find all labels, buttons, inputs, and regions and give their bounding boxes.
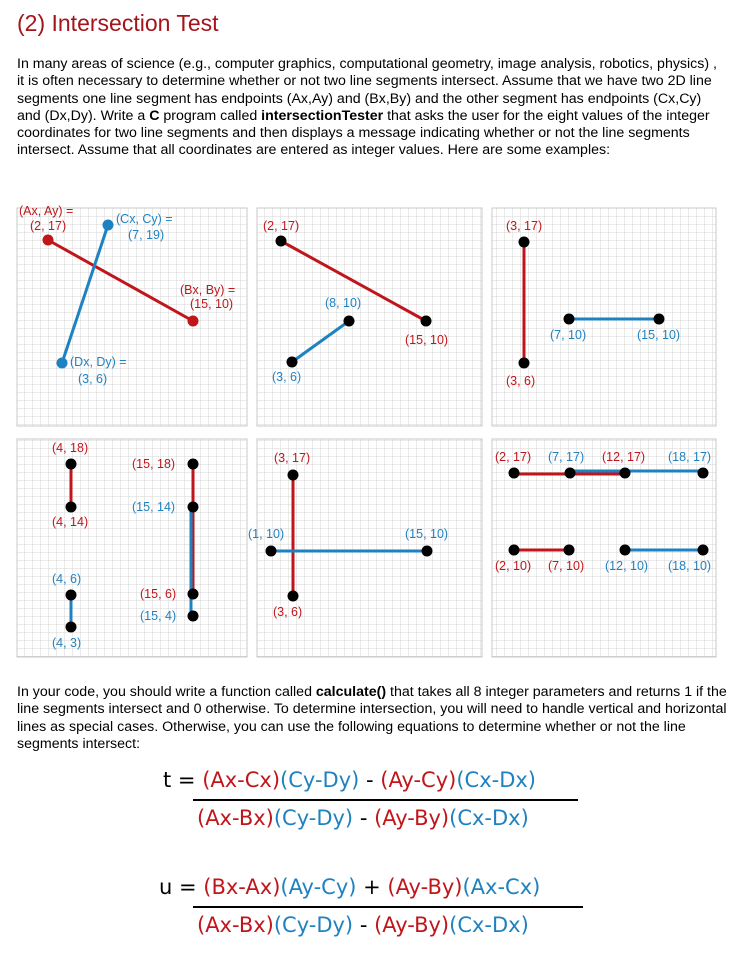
label-15-14: (15, 14) [132,500,176,514]
point [188,459,199,470]
intro-text-2: program called [159,107,262,124]
point [564,545,575,556]
eq-op: - [353,913,375,937]
point-d [654,314,665,325]
point-a [43,235,54,246]
point [66,502,77,513]
u-prefix: u = [159,875,204,899]
point-d [57,358,68,369]
point [188,611,199,622]
label-b-value: (15, 10) [190,297,234,311]
label-18-17: (18, 17) [668,450,712,464]
u-denominator [197,913,529,937]
point [620,545,631,556]
eq-term: (Ax-Cx) [462,875,541,899]
outro-text-2: that takes all 8 integer parameters and returns 1 if the line segments intersect and 0 otherwise. To determine intersection, you will need to handle vertical and horizontal lines as special cases. Otherwise, you can use the following equations to determine whether or not the line segments intersect: [17,684,727,752]
grid-panels [17,208,716,657]
label-c: (7, 10) [550,328,587,342]
t-denominator [197,806,529,830]
label-7-10: (7, 10) [548,559,585,573]
t-prefix: t = [163,768,203,792]
eq-term: (Cy-Dy) [273,913,354,937]
point-b [288,591,299,602]
label-d: (15, 10) [405,527,449,541]
label-15-6: (15, 6) [140,587,177,601]
eq-term: (Cx-Dx) [449,913,529,937]
label-a-name: (Ax, Ay) = [19,204,74,218]
point [66,459,77,470]
label-2-17: (2, 17) [495,450,532,464]
eq-op: - [353,806,375,830]
label-c: (8, 10) [325,296,362,310]
label-15-4: (15, 4) [140,609,177,623]
point [66,622,77,633]
label-2-10: (2, 10) [495,559,532,573]
label-c-name: (Cx, Cy) = [116,212,173,226]
point-b [188,316,199,327]
point-d [287,357,298,368]
eq-term: (Ay-By) [387,875,463,899]
point [698,468,709,479]
label-c-value: (7, 19) [128,228,165,242]
page-title: (2) Intersection Test [17,10,219,36]
label-18-10: (18, 10) [668,559,712,573]
point-a [276,236,287,247]
label-a: (2, 17) [263,219,300,233]
point-c [103,220,114,231]
intro-text-1: In many areas of science (e.g., computer graphics, computational geometry, image analysis, robotics, physics) , it is often necessary to determine whether or not two line segments intersect. Assume that we have two 2D line segments one line segment has endpoints (Ax,Ay) and (Bx,By) and the other segment has endpoints (Cx,Cy) and (Dx,Dy). Write a [17,56,717,124]
label-4-3: (4, 3) [52,636,82,650]
t-fraction-bar [193,799,578,801]
point [509,468,520,479]
intro-text-3: that asks the user for the eight values of the integer coordinates for two line segments and then displays a message indicating whether or not the line segments intersect. Assume that all coordinates are entered as integer values. Here are some examples: [17,107,710,159]
point [66,590,77,601]
point-a [519,237,530,248]
eq-op: - [359,768,381,792]
label-12-10: (12, 10) [605,559,649,573]
eq-term: (Ax-Cx) [202,768,281,792]
label-a: (3, 17) [274,451,311,465]
outro-text-1: In your code, you should write a function called [17,684,316,700]
point [565,468,576,479]
label-c: (1, 10) [248,527,285,541]
function-name: calculate() [315,684,387,700]
point-b [519,358,530,369]
label-15-18: (15, 18) [132,457,176,471]
point [188,502,199,513]
point-b [421,316,432,327]
eq-term: (Bx-Ax) [203,875,281,899]
label-b-name: (Bx, By) = [180,283,236,297]
panel-4 [17,439,247,657]
label-4-14: (4, 14) [52,515,89,529]
c-keyword: C [149,107,160,124]
point-a [288,470,299,481]
eq-term: (Ax-Bx) [197,806,274,830]
label-a: (3, 17) [506,219,543,233]
eq-term: (Ay-By) [374,806,450,830]
point-c [344,316,355,327]
label-d-value: (3, 6) [78,372,108,386]
label-4-18: (4, 18) [52,441,89,455]
eq-term: (Ay-By) [374,913,450,937]
eq-term: (Cy-Dy) [273,806,354,830]
eq-term: (Ay-Cy) [380,768,457,792]
u-numerator [159,875,540,899]
label-b: (3, 6) [506,374,536,388]
eq-term: (Ay-Cy) [280,875,357,899]
label-d: (15, 10) [637,328,681,342]
panel-2 [257,208,482,426]
eq-term: (Cy-Dy) [280,768,360,792]
outro-paragraph [17,684,727,753]
label-12-17: (12, 17) [602,450,646,464]
label-7-17: (7, 17) [548,450,585,464]
label-d-name: (Dx, Dy) = [70,355,127,369]
point-c [266,546,277,557]
label-a-value: (2, 17) [30,219,67,233]
label-b: (3, 6) [273,605,303,619]
label-4-6: (4, 6) [52,572,82,586]
eq-op: + [356,875,388,899]
u-fraction-bar [193,906,583,908]
point [620,468,631,479]
program-name: intersectionTester [261,107,384,124]
eq-term: (Cx-Dx) [456,768,536,792]
point [698,545,709,556]
eq-term: (Ax-Bx) [197,913,274,937]
label-d: (3, 6) [272,370,302,384]
point [509,545,520,556]
t-numerator [163,768,536,792]
point-d [422,546,433,557]
label-b: (15, 10) [405,333,449,347]
point-c [564,314,575,325]
point [188,589,199,600]
eq-term: (Cx-Dx) [449,806,529,830]
